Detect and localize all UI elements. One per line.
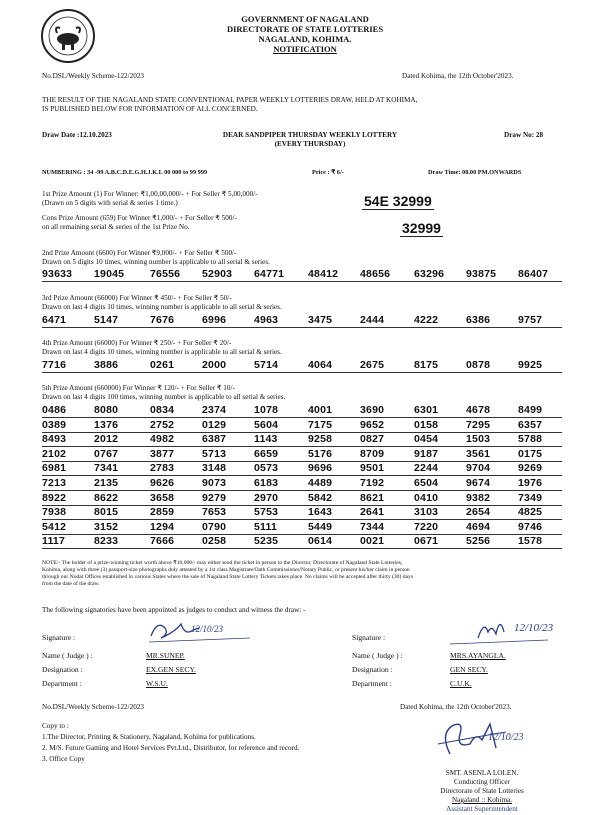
prize3-numbers xyxy=(42,314,562,328)
winning-number: 9674 xyxy=(466,477,491,489)
winning-number: 0158 xyxy=(414,418,439,431)
note-line4: from the date of the draw. xyxy=(42,581,100,587)
officer-post: Assistant Superintendent xyxy=(446,805,518,813)
winning-number: 3103 xyxy=(414,506,439,519)
winning-number: 0258 xyxy=(202,535,227,548)
note xyxy=(42,560,562,588)
winning-number: 4064 xyxy=(308,359,333,371)
winning-number: 2012 xyxy=(94,433,119,446)
lottery-title-main: DEAR SANDPIPER THURSDAY WEEKLY LOTTERY xyxy=(222,131,398,139)
winning-number: 4825 xyxy=(518,506,543,519)
winning-number: 3690 xyxy=(360,404,385,416)
winning-number: 0878 xyxy=(466,359,491,371)
left-judge-department: W.S.U. xyxy=(146,679,168,688)
left-signature-label: Signature : xyxy=(42,633,76,642)
winning-number: 3152 xyxy=(94,520,119,533)
winning-number: 48412 xyxy=(308,268,339,280)
winning-number: 5111 xyxy=(254,520,277,533)
winning-number: 5753 xyxy=(254,506,279,519)
officer-block xyxy=(412,769,552,814)
prize4-line1: 4th Prize Amount (66000) For Winner ₹ 250/- + For Seller ₹ 20/- xyxy=(42,339,232,347)
winning-number: 7349 xyxy=(518,491,543,504)
winning-number: 5713 xyxy=(202,447,227,460)
winning-number: 8015 xyxy=(94,506,119,519)
winning-number: 2970 xyxy=(254,491,279,504)
winning-number: 8499 xyxy=(518,404,543,416)
winning-number: 1578 xyxy=(518,535,543,548)
winning-number: 1078 xyxy=(254,404,279,416)
winning-number: 86407 xyxy=(518,268,549,280)
winning-number: 6301 xyxy=(414,404,439,416)
winning-number: 8493 xyxy=(42,433,67,446)
officer-title: Conducting Officer xyxy=(454,778,510,786)
winning-number: 9925 xyxy=(518,359,543,371)
prize5-line1: 5th Prize Amount (660000) For Winner ₹ 120/- + For Seller ₹ 10/- xyxy=(42,384,235,392)
winning-number: 8709 xyxy=(360,447,385,460)
winning-number: 0410 xyxy=(414,491,439,504)
winning-number: 2859 xyxy=(150,506,175,519)
winning-number: 7341 xyxy=(94,462,119,475)
prize1-line1: 1st Prize Amount (1) For Winner: ₹1,00,00,000/- + For Seller ₹ 5,00,000/- xyxy=(42,190,258,198)
winning-number: 93633 xyxy=(42,268,73,280)
letterhead xyxy=(160,14,450,54)
winning-number: 7192 xyxy=(360,477,385,489)
winning-number: 9501 xyxy=(360,462,385,475)
header-place: NAGALAND, KOHIMA. xyxy=(258,34,352,44)
judges-intro: The following signatories have been appointed as judges to conduct and witness the draw: - xyxy=(42,606,306,614)
winning-number: 3886 xyxy=(94,359,119,371)
note-line3: through our Nodal Offices established in various States where the sale of Nagaland State Lottery Tickets takes place. No claims will be accepted after thirty (30) days xyxy=(42,574,413,580)
prize5-row xyxy=(42,521,562,535)
right-judge-designation: GEN SECY. xyxy=(450,665,488,674)
right-judge-department: C.U.K. xyxy=(450,679,472,688)
winning-number: 7653 xyxy=(202,506,227,519)
winning-number: 1294 xyxy=(150,520,175,533)
left-sign-date: 12/10/23 xyxy=(191,624,224,634)
winning-number: 7938 xyxy=(42,506,67,519)
ref-date: Dated Kohima, the 12th October'2023. xyxy=(402,72,514,80)
winning-number: 1376 xyxy=(94,418,119,431)
winning-number: 7220 xyxy=(414,520,439,533)
winning-number: 6471 xyxy=(42,314,67,326)
winning-number: 3658 xyxy=(150,491,175,504)
prize3-line2: Drawn on last 4 digits 10 times, winning number is applicable to all serial & series. xyxy=(42,303,282,311)
winning-number: 76556 xyxy=(150,268,181,280)
prize5-row xyxy=(42,506,562,520)
draw-number: Draw No: 28 xyxy=(504,131,544,139)
winning-number: 3561 xyxy=(466,447,491,460)
winning-number: 8621 xyxy=(360,491,385,504)
winning-number: 6504 xyxy=(414,477,439,489)
winning-number: 52903 xyxy=(202,268,233,280)
winning-number: 0573 xyxy=(254,462,279,475)
winning-number: 9073 xyxy=(202,477,227,489)
footer-date: Dated Kohima, the 12th October'2023. xyxy=(400,703,512,711)
winning-number: 6387 xyxy=(202,433,227,446)
winning-number: 1643 xyxy=(308,506,333,519)
winning-number: 4982 xyxy=(150,433,175,446)
winning-number: 2752 xyxy=(150,418,175,431)
right-designation-label: Designation : xyxy=(352,665,393,674)
winning-number: 6386 xyxy=(466,314,491,326)
prize5-grid xyxy=(42,404,562,552)
winning-number: 2000 xyxy=(202,359,227,371)
winning-number: 63296 xyxy=(414,268,445,280)
header-gov: GOVERNMENT OF NAGALAND xyxy=(241,14,369,24)
winning-number: 6981 xyxy=(42,462,67,475)
left-designation-label: Designation : xyxy=(42,665,83,674)
winning-number: 6996 xyxy=(202,314,227,326)
numbering: NUMBERING : 34 -99 A.B.C.D.E.G.H.J.K.L 00 000 to 99 999 xyxy=(42,169,208,176)
winning-number: 9258 xyxy=(308,433,333,446)
winning-number: 2374 xyxy=(202,404,227,416)
left-judge-name: MR.SUNEP. xyxy=(146,651,185,660)
winning-number: 19045 xyxy=(94,268,125,280)
winning-number: 9187 xyxy=(414,447,439,460)
winning-number: 9279 xyxy=(202,491,227,504)
prize2-line2: Drawn on 5 digits 10 times, winning number is applicable to all serial & series. xyxy=(42,258,270,266)
winning-number: 1143 xyxy=(254,433,278,446)
header-notification: NOTIFICATION xyxy=(273,44,337,54)
prize5-row xyxy=(42,448,562,462)
winning-number: 4678 xyxy=(466,404,491,416)
winning-number: 7213 xyxy=(42,477,67,489)
ref-number: No.DSL/Weekly Scheme-122/2023 xyxy=(42,72,145,80)
winning-number: 0834 xyxy=(150,404,175,416)
winning-number: 0614 xyxy=(308,535,333,548)
winning-number: 8922 xyxy=(42,491,67,504)
winning-number: 1117 xyxy=(42,535,65,548)
winning-number: 8233 xyxy=(94,535,119,548)
winning-number: 7676 xyxy=(150,314,175,326)
right-judge-name: MRS.AYANGLA. xyxy=(450,651,506,660)
winning-number: 5256 xyxy=(466,535,491,548)
winning-number: 6659 xyxy=(254,447,279,460)
footer-ref: No.DSL/Weekly Scheme-122/2023 xyxy=(42,703,145,711)
winning-number: 0454 xyxy=(414,433,439,446)
lottery-title-sub: (EVERY THURSDAY) xyxy=(274,140,346,148)
officer-signature xyxy=(430,714,550,764)
prize3-line1: 3rd Prize Amount (66000) For Winner ₹ 450/- + For Seller ₹ 50/- xyxy=(42,294,232,302)
winning-number: 5714 xyxy=(254,359,279,371)
winning-number: 6357 xyxy=(518,418,543,431)
winning-number: 9626 xyxy=(150,477,175,489)
winning-number: 5235 xyxy=(254,535,279,548)
winning-number: 7716 xyxy=(42,359,67,371)
winning-number: 5842 xyxy=(308,491,333,504)
right-department-label: Department : xyxy=(352,679,392,688)
winning-number: 8080 xyxy=(94,404,119,416)
winning-number: 9704 xyxy=(466,462,491,475)
draw-time: Draw Time: 08.00 PM.ONWARDS xyxy=(428,169,522,176)
left-signature xyxy=(145,614,255,646)
note-line1: NOTE:- The holder of a prize-winning ticket worth above ₹10,000/- may either send the ticket in person to the Director, Directorate of Nagaland State Lotteries, xyxy=(42,560,403,566)
winning-number: 8622 xyxy=(94,491,119,504)
winning-number: 7344 xyxy=(360,520,385,533)
intro-line1: THE RESULT OF THE NAGALAND STATE CONVENTIONAL PAPER WEEKLY LOTTERIES DRAW, HELD AT KOHIMA, xyxy=(42,96,418,104)
cons-line2: on all remaining serial & series of the 1st Prize No. xyxy=(42,223,190,231)
winning-number: 2654 xyxy=(466,506,491,519)
winning-number: 5788 xyxy=(518,433,543,446)
winning-number: 7666 xyxy=(150,535,175,548)
winning-number: 4489 xyxy=(308,477,333,489)
winning-number: 0827 xyxy=(360,433,385,446)
winning-number: 7295 xyxy=(466,418,491,431)
prize5-row xyxy=(42,462,562,476)
price: Price : ₹ 6/- xyxy=(312,169,344,176)
winning-number: 4001 xyxy=(308,404,333,416)
prize2-numbers xyxy=(42,268,562,282)
winning-number: 2675 xyxy=(360,359,385,371)
prize5-row xyxy=(42,433,562,447)
winning-number: 3877 xyxy=(150,447,175,460)
note-line2: Kohima, along with three (3) passport-size photographs duly attested by a 1st class Magistrate/Oath Commissioner/Notary Public, or present his/her claim in person xyxy=(42,567,410,573)
winning-number: 0129 xyxy=(202,418,227,431)
officer-place: Nagaland :: Kohima. xyxy=(451,796,513,804)
winning-number: 5176 xyxy=(308,447,333,460)
prize2-line1: 2nd Prize Amount (6600) For Winner ₹9,000/- + For Seller ₹ 500/- xyxy=(42,249,237,257)
draw-date: Draw Date :12.10.2023 xyxy=(42,131,112,139)
winning-number: 5449 xyxy=(308,520,333,533)
copy-item-1: 1.The Director, Printing & Stationery, Nagaland, Kohima for publications. xyxy=(42,733,256,741)
left-department-label: Department : xyxy=(42,679,82,688)
prize5-row xyxy=(42,404,562,418)
winning-number: 5412 xyxy=(42,520,67,533)
copy-to-label: Copy to : xyxy=(42,722,69,730)
winning-number: 9652 xyxy=(360,418,385,431)
right-name-label: Name ( Judge ) : xyxy=(352,651,403,660)
government-seal xyxy=(40,8,96,64)
prize5-line2: Drawn on last 4 digits 100 times, winning number is applicable to all serial & series. xyxy=(42,393,286,401)
winning-number: 48656 xyxy=(360,268,391,280)
winning-number: 0389 xyxy=(42,418,67,431)
officer-name: SMT. ASENLA LOLEN. xyxy=(445,769,519,777)
prize5-row xyxy=(42,492,562,506)
winning-number: 8175 xyxy=(414,359,439,371)
cons-winner: 32999 xyxy=(402,220,441,236)
winning-number: 2783 xyxy=(150,462,175,475)
right-signature xyxy=(448,612,578,648)
winning-number: 0261 xyxy=(150,359,175,371)
winning-number: 2641 xyxy=(360,506,385,519)
right-sign-date: 12/10/23 xyxy=(514,622,554,634)
winning-number: 1503 xyxy=(466,433,491,446)
left-judge-designation: EX.GEN SECY. xyxy=(146,665,196,674)
prize5-row xyxy=(42,535,562,549)
winning-number: 2444 xyxy=(360,314,385,326)
cons-line1: Cons Prize Amount (659) For Winner ₹1,000/- + For Seller ₹ 500/- xyxy=(42,214,237,222)
winning-number: 9757 xyxy=(518,314,543,326)
officer-dept: Directorate of State Lotteries xyxy=(440,787,524,795)
winning-number: 4694 xyxy=(466,520,491,533)
winning-number: 93875 xyxy=(466,268,497,280)
winning-number: 6183 xyxy=(254,477,279,489)
winning-number: 9269 xyxy=(518,462,543,475)
copy-item-2: 2. M/S. Future Gaming and Hotel Services Pvt.Ltd., Distributor, for reference and record. xyxy=(42,744,300,752)
winning-number: 0486 xyxy=(42,404,67,416)
winning-number: 0175 xyxy=(518,447,543,460)
prize5-row xyxy=(42,419,562,433)
winning-number: 5604 xyxy=(254,418,279,431)
winning-number: 2102 xyxy=(42,447,67,460)
prize1-line2: (Drawn on 5 digits with serial & series 1 time.) xyxy=(42,199,178,207)
winning-number: 0671 xyxy=(414,535,439,548)
winning-number: 4222 xyxy=(414,314,439,326)
winning-number: 3475 xyxy=(308,314,333,326)
header-directorate: DIRECTORATE OF STATE LOTTERIES xyxy=(226,24,384,34)
winning-number: 0021 xyxy=(360,535,385,548)
winning-number: 9746 xyxy=(518,520,543,533)
winning-number: 9382 xyxy=(466,491,491,504)
left-name-label: Name ( Judge ) : xyxy=(42,651,93,660)
copy-item-3: 3. Office Copy xyxy=(42,755,85,763)
prize5-row xyxy=(42,477,562,491)
winning-number: 2135 xyxy=(94,477,119,489)
right-signature-label: Signature : xyxy=(352,633,386,642)
winning-number: 0790 xyxy=(202,520,227,533)
lottery-title xyxy=(200,131,420,149)
winning-number: 0767 xyxy=(94,447,119,460)
winning-number: 7175 xyxy=(308,418,333,431)
winning-number: 1976 xyxy=(518,477,543,489)
winning-number: 2244 xyxy=(414,462,439,475)
intro-line2: IS PUBLISHED BELOW FOR INFORMATION OF ALL CONCERNED. xyxy=(42,105,258,113)
winning-number: 3148 xyxy=(202,462,227,475)
prize4-line2: Drawn on last 4 digits 10 times, winning number is applicable to all serial & series. xyxy=(42,348,282,356)
officer-sign-date: 12/10/23 xyxy=(488,732,524,743)
winning-number: 9696 xyxy=(308,462,333,475)
winning-number: 64771 xyxy=(254,268,285,280)
prize1-winner: 54E 32999 xyxy=(364,193,432,209)
winning-number: 4963 xyxy=(254,314,279,326)
winning-number: 5147 xyxy=(94,314,119,326)
prize4-numbers xyxy=(42,359,562,373)
